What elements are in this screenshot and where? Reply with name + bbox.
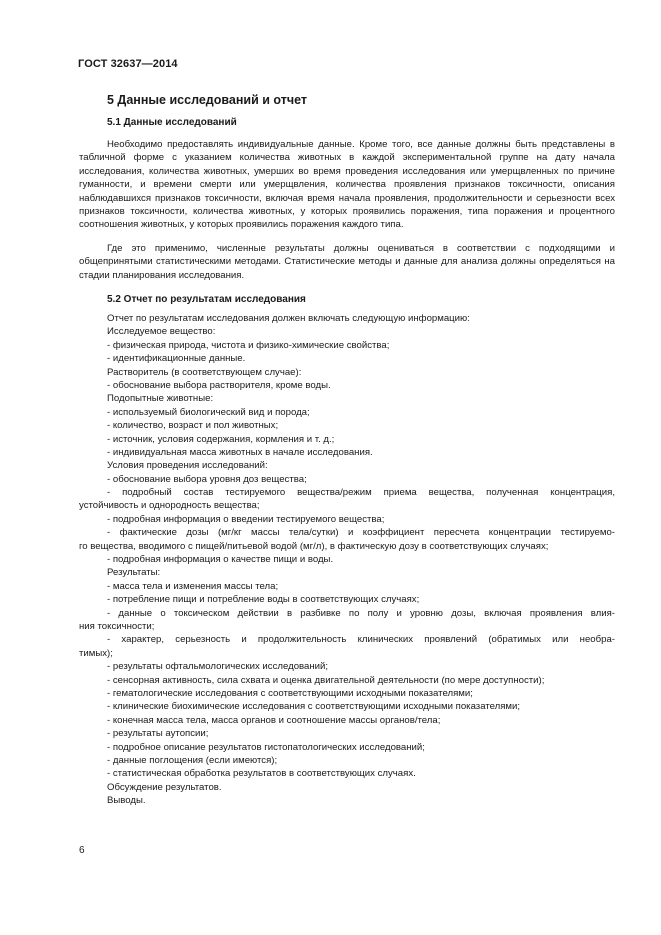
list-line: Условия проведения исследований: [107, 460, 268, 472]
paragraph-individual-data: Необходимо предоставлять индивидуальные данные. Кроме того, все данные должны быть представлены в табличной форме с указанием количества животных в каждой экспериментальной группе на дату начала исследования, количества животных, умерших во время проведения исследования или умерщвленных по причине гуманности, и времени смерти или умерщвления, количества проявления признаков токсичности, описания наблюдавшихся признаков токсичности, включая время начала проявления, продолжительности и серьезности всех признаков токсичности, количества животных, у которых проявились поражения, типа поражения и процентного соотношения животных, у которых проявились поражения каждого типа. [79, 139, 615, 231]
list-item: - характер, серьезность и продолжительность клинических проявлений (обратимых или необра- [107, 634, 615, 646]
standard-header: ГОСТ 32637—2014 [78, 58, 178, 70]
paragraph-statistics: Где это применимо, численные результаты должны оцениваться в соответствии с подходящими и общепринятыми статистическими методами. Статистические методы и данные для анализа должны определяться на стадии планирования исследования. [79, 243, 615, 281]
list-item: - результаты офтальмологических исследований; [107, 661, 329, 673]
list-item: - потребление пищи и потребление воды в соответствующих случаях; [107, 594, 420, 606]
list-item: - подробная информация о введении тестируемого вещества; [107, 513, 385, 525]
list-line: Растворитель (в соответствующем случае): [107, 366, 302, 378]
list-item: - используемый биологический вид и порода; [107, 406, 310, 418]
list-item: - клинические биохимические исследования с соответствующими исходными показателями; [107, 701, 521, 713]
list-item: - данные поглощения (если имеются); [107, 754, 278, 766]
list-item: - идентификационные данные. [107, 353, 246, 365]
list-line: Отчет по результатам исследования должен включать следующую информацию: [107, 313, 470, 324]
list-item: - масса тела и изменения массы тела; [107, 580, 279, 592]
list-item: - сенсорная активность, сила схвата и оценка двигательной деятельности (по мере доступности); [107, 674, 545, 686]
section-title: 5 Данные исследований и отчет [107, 93, 307, 107]
list-line: Подопытные животные: [107, 393, 214, 405]
list-item: - количество, возраст и пол животных; [107, 420, 279, 432]
report-contents-list [79, 312, 615, 807]
list-line: устойчивость и однородность вещества; [79, 500, 260, 512]
list-item: - подробный состав тестируемого вещества/режим приема вещества, полученная концентрация, [107, 487, 615, 499]
list-line: Выводы. [107, 795, 146, 807]
list-item: - данные о токсическом действии в разбивке по полу и уровню дозы, включая проявления влия- [107, 607, 615, 619]
list-item: - гематологические исследования с соответствующими исходными показателями; [107, 687, 473, 699]
list-item: - индивидуальная масса животных в начале исследования. [107, 446, 373, 458]
list-item: - конечная масса тела, масса органов и соотношение массы органов/тела; [107, 714, 441, 726]
list-item: - результаты аутопсии; [107, 728, 209, 740]
list-line: Исследуемое вещество: [107, 326, 216, 338]
list-item: - фактические дозы (мг/кг массы тела/сутки) и коэффициент пересчета концентрации тестируемо- [107, 527, 615, 539]
list-line: Результаты: [107, 567, 161, 579]
list-item: - статистическая обработка результатов в соответствующих случаях. [107, 768, 416, 780]
list-line: го вещества, вводимого с пищей/питьевой водой (мг/л), в фактическую дозу в соответствующих случаях; [79, 540, 549, 552]
list-item: - источник, условия содержания, кормления и т. д.; [107, 433, 335, 445]
list-item: - подробная информация о качестве пищи и воды. [107, 554, 334, 566]
list-line: ния токсичности; [79, 620, 155, 632]
subsection-5-2-title: 5.2 Отчет по результатам исследования [107, 294, 306, 305]
list-item: - физическая природа, чистота и физико-химические свойства; [107, 339, 390, 351]
list-line: тимых); [79, 647, 113, 659]
list-item: - подробное описание результатов гистопатологических исследований; [107, 741, 425, 753]
list-item: - обоснование выбора растворителя, кроме воды. [107, 379, 331, 391]
list-line: Обсуждение результатов. [107, 781, 222, 793]
subsection-5-1-title: 5.1 Данные исследований [107, 117, 237, 128]
page-number: 6 [79, 845, 85, 856]
list-item: - обоснование выбора уровня доз вещества; [107, 473, 307, 485]
